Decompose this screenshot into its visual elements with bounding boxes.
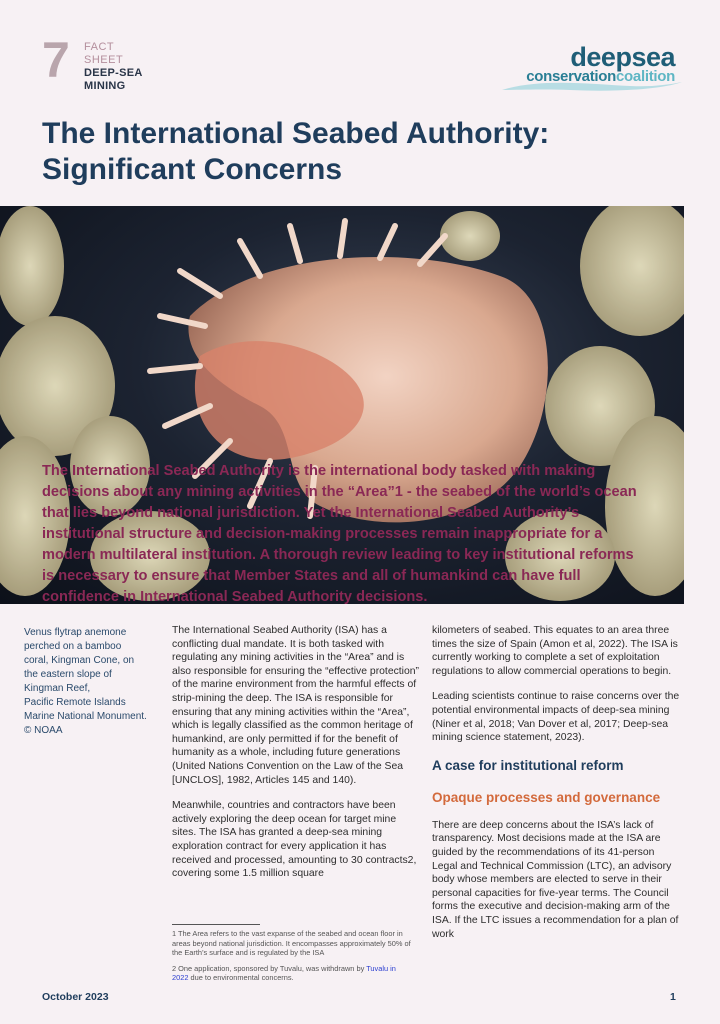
body-column-1	[172, 624, 422, 893]
footnote-1: 1 The Area refers to the vast expanse of the seabed and ocean floor in areas beyond national jurisdiction. It encompasses approximately 50% of the Earth’s surface and is regulated by the ISA	[172, 929, 411, 958]
caption-line: the eastern slope of	[24, 669, 112, 680]
fact-sheet-line-4: MINING	[84, 80, 126, 92]
caption-line: Kingman Reef,	[24, 683, 91, 694]
footnote-2-tail: due to environmental concerns.	[188, 973, 294, 983]
caption-line: perched on a bamboo	[24, 641, 122, 652]
logo-text-bottom-b: coalition	[616, 68, 675, 85]
fact-sheet-line-2: SHEET	[84, 54, 124, 66]
hero-summary: The International Seabed Authority is the international body tasked with making decisions about any mining activities in the “Area”1 - the seabed of the world’s ocean that lies beyond national jurisdiction. Yet the International Seabed Authority’s institutional structure and decision-making processes remain inappropriate for a modern multilateral institution. A thorough review leading to key institutional reforms is necessary to ensure that Member States and all of humankind can have full confidence in International Seabed Authority decisions.	[42, 463, 637, 605]
footnote-divider	[172, 924, 260, 925]
body-column-2	[432, 624, 682, 953]
footnotes	[172, 929, 412, 989]
logo-text-bottom	[526, 68, 675, 86]
section-heading: A case for institutional reform	[432, 757, 624, 773]
fact-sheet-line-3: DEEP-SEA	[84, 67, 143, 79]
caption-line: Venus flytrap anemone	[24, 627, 127, 638]
caption-line: Pacific Remote Islands	[24, 697, 126, 708]
body-paragraph: The International Seabed Authority (ISA) has a conflicting dual mandate. It is both tasked with regulating any mining activities in the “Area” and is also responsible for ensuring the “effective protection” of the marine environment from the harmful effects of strip-mining the deep. The ISA is responsible for ensuring that any mining activities within the “Area”, which is legally classified as the common heritage of humankind, are only permitted if for the benefit of humanity as a whole, including future generations (United Nations Convention on the Law of the Sea [UNCLOS], 1982, Articles 145 and 140).	[172, 625, 420, 786]
body-paragraph: There are deep concerns about the ISA’s lack of transparency. Most decisions made at the ISA are guided by the recommendations of its 41-person Legal and Technical Commission (LTC), an advisory body whose members are elected to serve in their personal capacities for five-year terms. The Council forms the executive and decision-making arm of the ISA. If the LTC issues a recommendation for a plan of work	[432, 819, 679, 940]
subsection-heading: Opaque processes and governance	[432, 789, 661, 805]
body-paragraph: Meanwhile, countries and contractors have been actively exploring the deep ocean for target mine sites. The ISA has granted a deep-sea mining exploration contract for every application it has received and processed, amounting to 30 contracts2, covering some 1.5 million square	[172, 800, 417, 880]
footnote-2	[172, 964, 412, 983]
footer-date: October 2023	[42, 991, 109, 1003]
logo-text-bottom-a: conservation	[526, 68, 617, 85]
tuvalu-link[interactable]: Tuvalu in 2022	[172, 963, 396, 983]
body-paragraph: kilometers of seabed. This equates to an area three times the size of Spain (Amon et al, 2022). The ISA is currently working to complete a set of exploitation regulations to allow commercial operations to begin.	[432, 625, 678, 677]
caption-line: coral, Kingman Cone, on	[24, 655, 135, 666]
page-number: 1	[670, 991, 676, 1003]
logo-text-top: deepsea	[570, 42, 675, 72]
caption-line: © NOAA	[24, 725, 63, 736]
body-paragraph: Leading scientists continue to raise concerns over the potential environmental impacts of deep-sea mining (Niner et al, 2018; Van Dover et al, 2017; Deep-sea mining science statement, 2023).	[432, 691, 680, 744]
footnote-2-text: 2 One application, sponsored by Tuvalu, was withdrawn by	[172, 963, 367, 973]
deep-sea-conservation-coalition-logo	[500, 42, 685, 94]
photo-caption	[24, 626, 160, 738]
fact-sheet-line-1: FACT	[84, 41, 115, 53]
fact-sheet-number: 7	[42, 32, 70, 88]
caption-line: Marine National Monument.	[24, 711, 147, 722]
page-title: The International Seabed Authority: Significant Concerns	[42, 117, 550, 186]
fact-sheet-label	[84, 41, 143, 93]
